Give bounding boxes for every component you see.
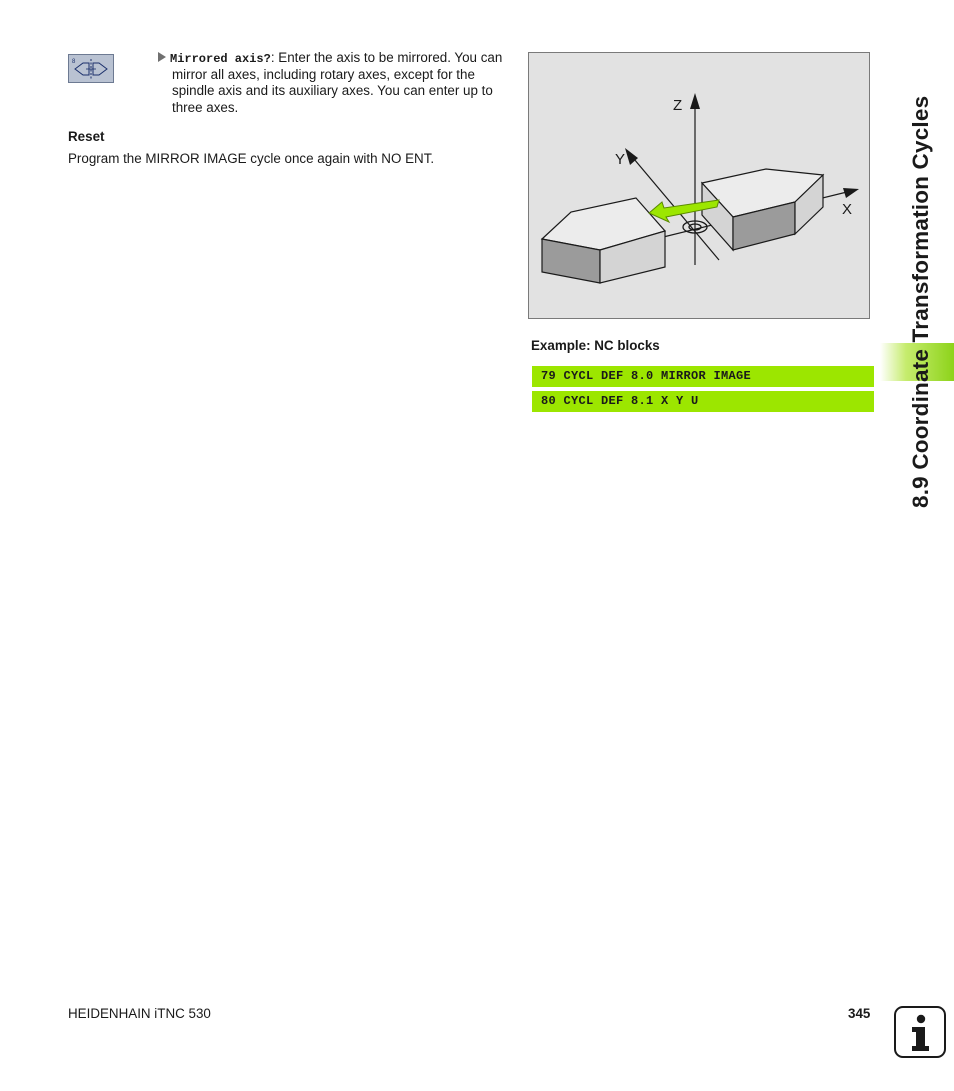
triangle-bullet-icon — [158, 52, 166, 62]
parameter-text-line: : Enter the axis to be mirrored. You can — [270, 50, 503, 65]
parameter-description — [158, 50, 518, 116]
z-axis-label: Z — [673, 97, 683, 114]
parameter-text-line: mirror all axes, including rotary axes, except for the — [172, 67, 475, 83]
x-axis-label: X — [842, 201, 853, 218]
example-heading: Example: NC blocks — [531, 338, 660, 353]
parameter-text-line: spindle axis and its auxiliary axes. You can enter up to — [172, 83, 493, 99]
mirror-image-figure — [528, 52, 870, 319]
nc-block-line: 80 CYCL DEF 8.1 X Y U — [532, 391, 874, 412]
svg-text:8: 8 — [72, 59, 76, 65]
y-axis-label: Y — [615, 151, 626, 168]
nc-block-line: 79 CYCL DEF 8.0 MIRROR IMAGE — [532, 366, 874, 387]
reset-text: Program the MIRROR IMAGE cycle once again with NO ENT. — [68, 151, 435, 166]
parameter-text-line: three axes. — [172, 99, 239, 115]
chapter-title: 8.9 Coordinate Transformation Cycles — [908, 95, 933, 508]
mirror-image-cycle-icon — [68, 54, 114, 83]
reset-heading: Reset — [68, 129, 105, 144]
parameter-name: Mirrored axis? — [170, 52, 271, 66]
footer-product: HEIDENHAIN iTNC 530 — [68, 1006, 211, 1021]
page-number: 345 — [848, 1006, 871, 1021]
info-icon — [894, 1006, 946, 1058]
